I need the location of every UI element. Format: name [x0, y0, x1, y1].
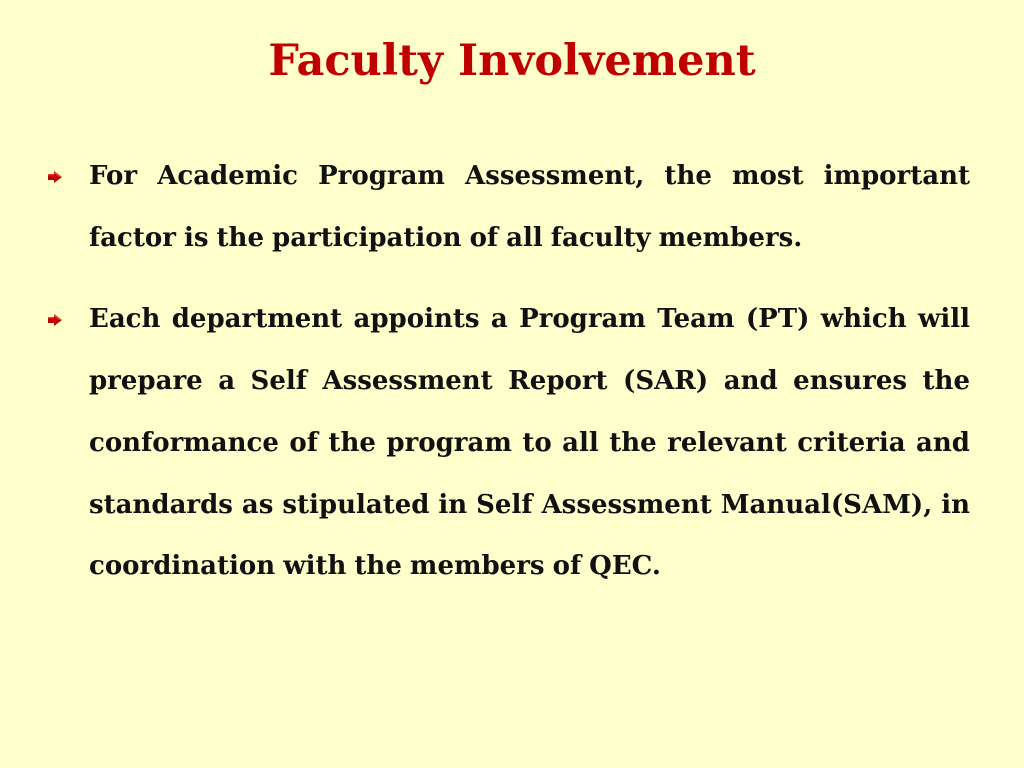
bullet-list [48, 146, 970, 618]
bullet-item [48, 146, 970, 269]
slide-title: Faculty Involvement [268, 36, 756, 86]
arrow-bullet-icon [48, 313, 62, 325]
bullet-text: Each department appoints a Program Team (PT) which will prepare a Self Assessment Report (SAR) and ensures the conformance of the program to all the relevant criteria and standards as stipulated in Self Assessment Manual(SAM), in coordination with the members of QEC. [89, 304, 970, 582]
bullet-item [48, 289, 970, 598]
arrow-bullet-icon [48, 170, 62, 182]
bullet-text: For Academic Program Assessment, the most important factor is the participation of all faculty members. [89, 161, 970, 253]
